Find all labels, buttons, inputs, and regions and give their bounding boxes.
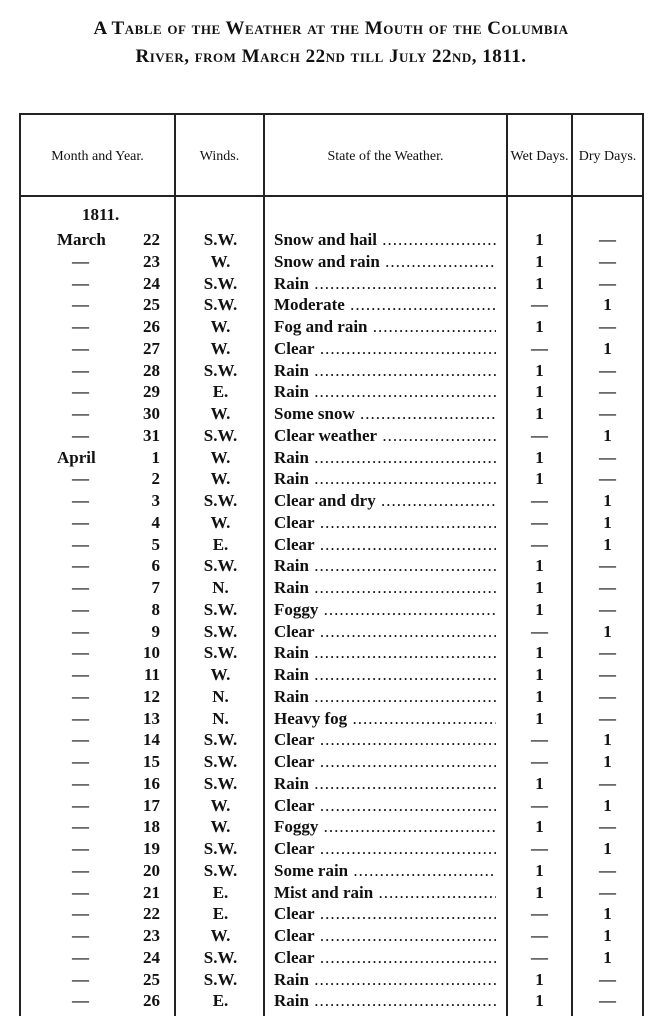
cell-day: 24 [143, 273, 160, 293]
cell-wind: S.W. [203, 230, 238, 249]
cell-wet-days: 1 [535, 686, 544, 706]
cell-state: Rain ..... [274, 773, 496, 795]
cell-state: Clear ..... [274, 512, 496, 534]
cell-day: 31 [143, 425, 160, 445]
cell-day: 6 [151, 556, 160, 576]
year-label: 1811. [82, 205, 120, 224]
table-row [0, 599, 662, 621]
cell-month: — [72, 860, 89, 880]
cell-wind: W. [210, 795, 231, 815]
cell-month: — [72, 730, 89, 750]
cell-day: 18 [143, 817, 160, 837]
cell-state: Clear ..... [274, 903, 496, 925]
cell-dry-days: 1 [603, 926, 612, 945]
cell-wet-days: — [531, 730, 548, 750]
cell-wet-days: 1 [535, 665, 544, 684]
cell-day: 25 [143, 969, 160, 989]
cell-wind: S.W. [203, 860, 238, 880]
cell-dry-days: 1 [603, 947, 612, 967]
cell-wet-days: 1 [535, 317, 544, 336]
cell-day: 4 [151, 512, 160, 532]
cell-dry-days: — [599, 991, 616, 1011]
cell-wet-days: — [531, 904, 548, 924]
cell-wind: E. [212, 904, 229, 924]
cell-dry-days: 1 [603, 491, 612, 510]
cell-day: 29 [143, 382, 160, 402]
cell-dry-days: — [599, 599, 616, 619]
table-row [0, 686, 662, 708]
cell-month: — [72, 817, 89, 837]
cell-wet-days: 1 [535, 404, 544, 423]
cell-wind: W. [210, 665, 231, 684]
cell-month: — [72, 404, 89, 423]
cell-dry-days: 1 [603, 730, 612, 750]
cell-state: Clear ..... [274, 621, 496, 643]
cell-wet-days: 1 [535, 860, 544, 880]
cell-month: — [72, 752, 89, 771]
cell-dry-days: — [599, 665, 616, 684]
cell-wind: W. [210, 926, 231, 945]
cell-state: Clear ..... [274, 751, 496, 773]
cell-wet-days: — [531, 512, 548, 532]
cell-wet-days: — [531, 491, 548, 510]
cell-wet-days: 1 [535, 991, 544, 1011]
cell-wet-days: 1 [535, 556, 544, 576]
cell-wind: E. [212, 991, 229, 1011]
cell-month: — [72, 382, 89, 402]
table-row [0, 425, 662, 447]
cell-month: — [72, 599, 89, 619]
cell-day: 3 [151, 491, 160, 510]
cell-wet-days: 1 [535, 251, 544, 271]
cell-state: Some rain ..... [274, 860, 496, 882]
cell-month: April [57, 447, 96, 467]
table-row [0, 534, 662, 556]
cell-state: Clear ..... [274, 795, 496, 817]
cell-wind: W. [210, 251, 231, 271]
cell-dry-days: — [599, 860, 616, 880]
cell-dry-days: — [599, 230, 616, 249]
cell-wind: S.W. [203, 273, 238, 293]
table-row [0, 512, 662, 534]
cell-wind: S.W. [203, 425, 238, 445]
cell-month: — [72, 708, 89, 728]
table-row [0, 251, 662, 273]
cell-dry-days: — [599, 382, 616, 402]
cell-state: Rain ..... [274, 664, 496, 686]
cell-wet-days: — [531, 795, 548, 815]
table-row [0, 403, 662, 425]
cell-state: Clear ..... [274, 534, 496, 556]
cell-state: Clear weather ..... [274, 425, 496, 447]
cell-day: 5 [151, 534, 160, 554]
cell-wind: S.W. [203, 839, 238, 858]
table-row [0, 816, 662, 838]
cell-month: — [72, 795, 89, 815]
cell-day: 22 [143, 230, 160, 249]
cell-wind: N. [212, 578, 229, 597]
cell-state: Some snow ..... [274, 403, 496, 425]
cell-day: 1 [151, 447, 160, 467]
cell-day: 25 [143, 295, 160, 315]
table-row [0, 577, 662, 599]
cell-dry-days: 1 [603, 839, 612, 858]
table-top-rule [19, 113, 644, 115]
cell-month: — [72, 578, 89, 597]
cell-state: Rain ..... [274, 360, 496, 382]
cell-state: Rain ..... [274, 381, 496, 403]
cell-wind: S.W. [203, 730, 238, 750]
cell-wind: W. [210, 317, 231, 336]
cell-wind: S.W. [203, 599, 238, 619]
cell-dry-days: 1 [603, 621, 612, 641]
cell-dry-days: — [599, 643, 616, 663]
cell-dry-days: — [599, 251, 616, 271]
table-row [0, 273, 662, 295]
table-row [0, 360, 662, 382]
cell-day: 16 [143, 773, 160, 793]
cell-wind: S.W. [203, 360, 238, 380]
cell-wet-days: — [531, 621, 548, 641]
cell-wet-days: — [531, 752, 548, 771]
cell-state: Rain ..... [274, 969, 496, 991]
table-row [0, 969, 662, 991]
cell-day: 19 [143, 839, 160, 858]
cell-wind: S.W. [203, 491, 238, 510]
cell-dry-days: — [599, 686, 616, 706]
cell-state: Moderate ..... [274, 294, 496, 316]
cell-wind: S.W. [203, 643, 238, 663]
cell-day: 26 [143, 317, 160, 336]
header-wet-days: Wet Days. [510, 149, 569, 164]
cell-month: — [72, 947, 89, 967]
cell-state: Mist and rain ..... [274, 882, 496, 904]
cell-state: Rain ..... [274, 273, 496, 295]
cell-wind: N. [212, 686, 229, 706]
cell-wind: E. [212, 882, 229, 902]
table-title-line-2: River, from March 22nd till July 22nd, 1811. [135, 46, 527, 67]
table-row [0, 990, 662, 1012]
cell-state: Clear ..... [274, 838, 496, 860]
cell-state: Foggy ..... [274, 599, 496, 621]
cell-wind: W. [210, 447, 231, 467]
cell-day: 24 [143, 947, 160, 967]
header-dry-days: Dry Days. [578, 149, 637, 164]
cell-wind: E. [212, 382, 229, 402]
cell-month: — [72, 251, 89, 271]
cell-month: — [72, 839, 89, 858]
cell-wet-days: — [531, 295, 548, 315]
cell-state: Heavy fog ..... [274, 708, 496, 730]
cell-wind: W. [210, 512, 231, 532]
table-row [0, 925, 662, 947]
cell-day: 23 [143, 926, 160, 945]
table-row [0, 447, 662, 469]
cell-month: — [72, 904, 89, 924]
cell-day: 14 [143, 730, 160, 750]
cell-dry-days: — [599, 882, 616, 902]
table-row [0, 882, 662, 904]
cell-state: Snow and rain ..... [274, 251, 496, 273]
cell-wet-days: 1 [535, 773, 544, 793]
cell-month: — [72, 317, 89, 336]
cell-month: — [72, 969, 89, 989]
cell-wet-days: 1 [535, 817, 544, 837]
cell-day: 8 [151, 599, 160, 619]
table-row [0, 468, 662, 490]
cell-day: 20 [143, 860, 160, 880]
cell-dry-days: — [599, 578, 616, 597]
cell-day: 22 [143, 904, 160, 924]
cell-month: — [72, 360, 89, 380]
cell-dry-days: 1 [603, 512, 612, 532]
cell-dry-days: — [599, 817, 616, 837]
cell-dry-days: — [599, 404, 616, 423]
cell-wet-days: — [531, 839, 548, 858]
table-row [0, 555, 662, 577]
cell-state: Rain ..... [274, 447, 496, 469]
cell-wind: N. [212, 708, 229, 728]
table-row [0, 838, 662, 860]
cell-state: Clear and dry ..... [274, 490, 496, 512]
cell-state: Clear ..... [274, 947, 496, 969]
table-row [0, 621, 662, 643]
cell-dry-days: 1 [603, 534, 612, 554]
table-row [0, 316, 662, 338]
cell-month: — [72, 295, 89, 315]
cell-wind: S.W. [203, 295, 238, 315]
cell-state: Fog and rain ..... [274, 316, 496, 338]
cell-wet-days: 1 [535, 599, 544, 619]
cell-day: 13 [143, 708, 160, 728]
header-rule [19, 195, 644, 197]
cell-month: — [72, 338, 89, 358]
cell-day: 9 [151, 621, 160, 641]
cell-wet-days: 1 [535, 882, 544, 902]
weather-table-body [0, 229, 662, 1012]
cell-dry-days: — [599, 469, 616, 489]
cell-wind: W. [210, 338, 231, 358]
cell-wind: E. [212, 534, 229, 554]
cell-wet-days: — [531, 338, 548, 358]
cell-dry-days: 1 [603, 904, 612, 924]
cell-month: — [72, 425, 89, 445]
cell-wind: S.W. [203, 773, 238, 793]
table-row [0, 795, 662, 817]
cell-dry-days: 1 [603, 795, 612, 815]
cell-month: — [72, 882, 89, 902]
table-row [0, 381, 662, 403]
cell-month: — [72, 273, 89, 293]
cell-dry-days: — [599, 969, 616, 989]
cell-month: — [72, 491, 89, 510]
cell-dry-days: 1 [603, 752, 612, 771]
cell-dry-days: 1 [603, 425, 612, 445]
cell-wet-days: — [531, 425, 548, 445]
cell-day: 30 [143, 404, 160, 423]
cell-day: 23 [143, 251, 160, 271]
cell-dry-days: — [599, 317, 616, 336]
cell-wet-days: 1 [535, 360, 544, 380]
cell-dry-days: — [599, 360, 616, 380]
cell-wind: W. [210, 817, 231, 837]
table-row [0, 947, 662, 969]
cell-day: 10 [143, 643, 160, 663]
cell-day: 21 [143, 882, 160, 902]
cell-dry-days: — [599, 556, 616, 576]
cell-wet-days: 1 [535, 643, 544, 663]
cell-state: Clear ..... [274, 338, 496, 360]
cell-month: — [72, 926, 89, 945]
header-state-of-weather: State of the Weather. [327, 149, 444, 164]
cell-state: Rain ..... [274, 468, 496, 490]
cell-wind: S.W. [203, 969, 238, 989]
cell-wet-days: 1 [535, 447, 544, 467]
cell-dry-days: — [599, 273, 616, 293]
cell-wind: S.W. [203, 556, 238, 576]
table-row [0, 664, 662, 686]
cell-wet-days: 1 [535, 382, 544, 402]
cell-dry-days: — [599, 447, 616, 467]
cell-day: 28 [143, 360, 160, 380]
cell-month: — [72, 534, 89, 554]
cell-dry-days: 1 [603, 338, 612, 358]
table-row [0, 229, 662, 251]
cell-state: Clear ..... [274, 925, 496, 947]
cell-state: Rain ..... [274, 686, 496, 708]
cell-wind: S.W. [203, 752, 238, 771]
cell-state: Snow and hail ..... [274, 229, 496, 251]
cell-wind: W. [210, 469, 231, 489]
table-row [0, 903, 662, 925]
cell-month: March [57, 230, 106, 249]
cell-dry-days: 1 [603, 295, 612, 315]
cell-month: — [72, 643, 89, 663]
cell-wet-days: 1 [535, 469, 544, 489]
header-month-year: Month and Year. [51, 149, 144, 164]
cell-day: 17 [143, 795, 160, 815]
cell-wet-days: 1 [535, 708, 544, 728]
cell-day: 12 [143, 686, 160, 706]
cell-day: 27 [143, 338, 160, 358]
cell-month: — [72, 512, 89, 532]
cell-wet-days: 1 [535, 273, 544, 293]
cell-state: Rain ..... [274, 555, 496, 577]
header-winds: Winds. [199, 149, 240, 164]
table-row [0, 294, 662, 316]
cell-dry-days: — [599, 708, 616, 728]
cell-state: Rain ..... [274, 990, 496, 1012]
table-row [0, 708, 662, 730]
cell-wind: S.W. [203, 947, 238, 967]
cell-month: — [72, 773, 89, 793]
table-row [0, 729, 662, 751]
cell-state: Rain ..... [274, 642, 496, 664]
cell-month: — [72, 469, 89, 489]
cell-wind: W. [210, 404, 231, 423]
cell-day: 26 [143, 991, 160, 1011]
table-row [0, 860, 662, 882]
cell-wet-days: — [531, 926, 548, 945]
cell-month: — [72, 556, 89, 576]
cell-day: 7 [151, 578, 160, 597]
cell-month: — [72, 665, 89, 684]
cell-day: 2 [151, 469, 160, 489]
cell-month: — [72, 621, 89, 641]
table-row [0, 751, 662, 773]
cell-day: 11 [143, 665, 160, 684]
cell-state: Foggy ..... [274, 816, 496, 838]
cell-wet-days: 1 [535, 578, 544, 597]
table-row [0, 338, 662, 360]
cell-month: — [72, 686, 89, 706]
cell-month: — [72, 991, 89, 1011]
cell-state: Rain ..... [274, 577, 496, 599]
cell-state: Clear ..... [274, 729, 496, 751]
table-title-line-1: A Table of the Weather at the Mouth of the Columbia [93, 18, 569, 39]
cell-wet-days: 1 [535, 230, 544, 249]
cell-wet-days: 1 [535, 969, 544, 989]
cell-dry-days: — [599, 773, 616, 793]
table-row [0, 642, 662, 664]
cell-day: 15 [143, 752, 160, 771]
table-row [0, 773, 662, 795]
table-row [0, 490, 662, 512]
cell-wet-days: — [531, 947, 548, 967]
cell-wet-days: — [531, 534, 548, 554]
cell-wind: S.W. [203, 621, 238, 641]
